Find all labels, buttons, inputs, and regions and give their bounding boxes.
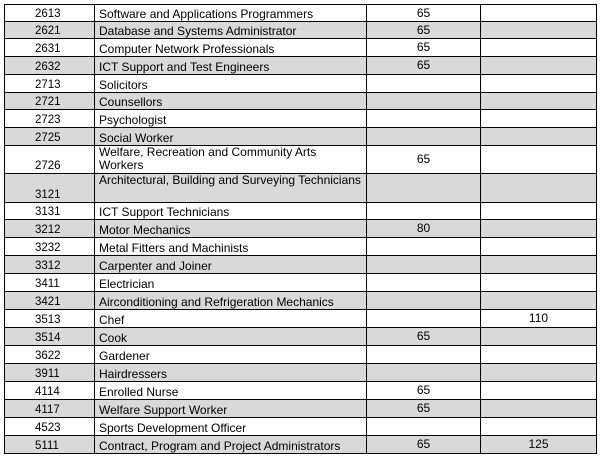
value-col4-cell — [481, 292, 597, 310]
occupation-title-cell: Metal Fitters and Machinists — [95, 238, 367, 256]
occupation-code-cell: 3411 — [5, 274, 95, 292]
value-col4-cell — [481, 5, 597, 22]
occupation-title-cell: Solicitors — [95, 75, 367, 93]
value-col4-cell — [481, 364, 597, 382]
occupation-title-cell: Database and Systems Administrator — [95, 22, 367, 39]
occupation-code-cell: 3121 — [5, 174, 95, 203]
value-col4-cell — [481, 220, 597, 238]
occupation-title-cell: Welfare Support Worker — [95, 400, 367, 418]
value-col3-cell — [367, 238, 481, 256]
table-row — [5, 274, 597, 292]
value-col4-cell — [481, 382, 597, 400]
value-col4-cell — [481, 274, 597, 292]
occupation-code-cell: 2725 — [5, 128, 95, 146]
value-col3-cell — [367, 110, 481, 128]
value-col4-cell — [481, 128, 597, 146]
occupation-title-cell: Computer Network Professionals — [95, 39, 367, 57]
table-row — [5, 57, 597, 75]
value-col3-cell — [367, 93, 481, 110]
value-col4-cell — [481, 400, 597, 418]
value-col3-cell — [367, 364, 481, 382]
value-col4-cell — [481, 110, 597, 128]
occupation-title-cell: Enrolled Nurse — [95, 382, 367, 400]
occupation-title-cell: Counsellors — [95, 93, 367, 110]
value-col3-cell: 65 — [367, 39, 481, 57]
occupation-code-cell: 2726 — [5, 146, 95, 174]
occupation-code-cell: 2632 — [5, 57, 95, 75]
occupation-code-cell: 2721 — [5, 93, 95, 110]
value-col3-cell: 65 — [367, 382, 481, 400]
occupation-title-cell: Social Worker — [95, 128, 367, 146]
occupation-title-cell: Contract, Program and Project Administrators — [95, 436, 367, 454]
occupation-code-cell: 3312 — [5, 256, 95, 274]
occupation-code-cell: 2613 — [5, 5, 95, 22]
value-col3-cell: 65 — [367, 328, 481, 346]
value-col4-cell — [481, 39, 597, 57]
table-row — [5, 22, 597, 39]
table-row — [5, 418, 597, 436]
value-col3-cell — [367, 346, 481, 364]
value-col3-cell: 65 — [367, 146, 481, 174]
occupation-title-cell: Electrician — [95, 274, 367, 292]
occupation-code-cell: 2621 — [5, 22, 95, 39]
value-col3-cell — [367, 128, 481, 146]
occupation-code-cell: 3212 — [5, 220, 95, 238]
table-row — [5, 203, 597, 220]
occupation-code-cell: 3622 — [5, 346, 95, 364]
value-col3-cell — [367, 203, 481, 220]
value-col3-cell: 65 — [367, 436, 481, 454]
table-row — [5, 93, 597, 110]
occupation-title-cell: Architectural, Building and Surveying Technicians — [95, 174, 367, 203]
occupation-code-cell: 3513 — [5, 310, 95, 328]
occupation-code-cell: 2631 — [5, 39, 95, 57]
occupation-table — [4, 4, 597, 454]
table-row — [5, 382, 597, 400]
occupation-code-cell: 2723 — [5, 110, 95, 128]
value-col3-cell — [367, 174, 481, 203]
table-row — [5, 146, 597, 174]
table-row — [5, 436, 597, 454]
value-col3-cell: 65 — [367, 400, 481, 418]
value-col4-cell — [481, 238, 597, 256]
value-col3-cell: 65 — [367, 57, 481, 75]
value-col4-cell — [481, 146, 597, 174]
occupation-code-cell: 3911 — [5, 364, 95, 382]
occupation-code-cell: 2713 — [5, 75, 95, 93]
value-col4-cell — [481, 93, 597, 110]
occupation-title-cell: ICT Support Technicians — [95, 203, 367, 220]
occupation-title-cell: Cook — [95, 328, 367, 346]
table-row — [5, 292, 597, 310]
occupation-code-cell: 5111 — [5, 436, 95, 454]
table-row — [5, 39, 597, 57]
occupation-code-cell: 3421 — [5, 292, 95, 310]
value-col3-cell — [367, 274, 481, 292]
table-row — [5, 346, 597, 364]
occupation-code-cell: 3514 — [5, 328, 95, 346]
table-row — [5, 256, 597, 274]
occupation-code-cell: 4114 — [5, 382, 95, 400]
occupation-title-cell: Airconditioning and Refrigeration Mechanics — [95, 292, 367, 310]
value-col4-cell — [481, 203, 597, 220]
occupation-code-cell: 4523 — [5, 418, 95, 436]
value-col4-cell — [481, 256, 597, 274]
occupation-title-cell: Motor Mechanics — [95, 220, 367, 238]
value-col4-cell — [481, 174, 597, 203]
value-col4-cell — [481, 22, 597, 39]
value-col4-cell: 125 — [481, 436, 597, 454]
table-row — [5, 238, 597, 256]
value-col3-cell — [367, 256, 481, 274]
table-row — [5, 328, 597, 346]
value-col4-cell — [481, 57, 597, 75]
occupation-title-cell: Welfare, Recreation and Community Arts Workers — [95, 146, 367, 174]
value-col4-cell — [481, 346, 597, 364]
occupation-title-cell: Carpenter and Joiner — [95, 256, 367, 274]
value-col4-cell — [481, 328, 597, 346]
occupation-code-cell: 3232 — [5, 238, 95, 256]
occupation-title-cell: Gardener — [95, 346, 367, 364]
table-row — [5, 364, 597, 382]
occupation-title-cell: Hairdressers — [95, 364, 367, 382]
occupation-title-cell: ICT Support and Test Engineers — [95, 57, 367, 75]
value-col4-cell — [481, 75, 597, 93]
table-row — [5, 220, 597, 238]
value-col3-cell — [367, 75, 481, 93]
value-col3-cell — [367, 418, 481, 436]
table-row — [5, 174, 597, 203]
occupation-code-cell: 3131 — [5, 203, 95, 220]
occupation-title-cell: Psychologist — [95, 110, 367, 128]
table-row — [5, 400, 597, 418]
occupation-table-body — [5, 5, 597, 454]
table-row — [5, 310, 597, 328]
occupation-code-cell: 4117 — [5, 400, 95, 418]
value-col3-cell: 65 — [367, 22, 481, 39]
table-row — [5, 110, 597, 128]
value-col3-cell: 65 — [367, 5, 481, 22]
value-col3-cell — [367, 310, 481, 328]
value-col3-cell: 80 — [367, 220, 481, 238]
table-row — [5, 75, 597, 93]
value-col4-cell: 110 — [481, 310, 597, 328]
value-col4-cell — [481, 418, 597, 436]
occupation-title-cell: Chef — [95, 310, 367, 328]
table-row — [5, 128, 597, 146]
value-col3-cell — [367, 292, 481, 310]
table-row — [5, 5, 597, 22]
occupation-title-cell: Sports Development Officer — [95, 418, 367, 436]
occupation-title-cell: Software and Applications Programmers — [95, 5, 367, 22]
